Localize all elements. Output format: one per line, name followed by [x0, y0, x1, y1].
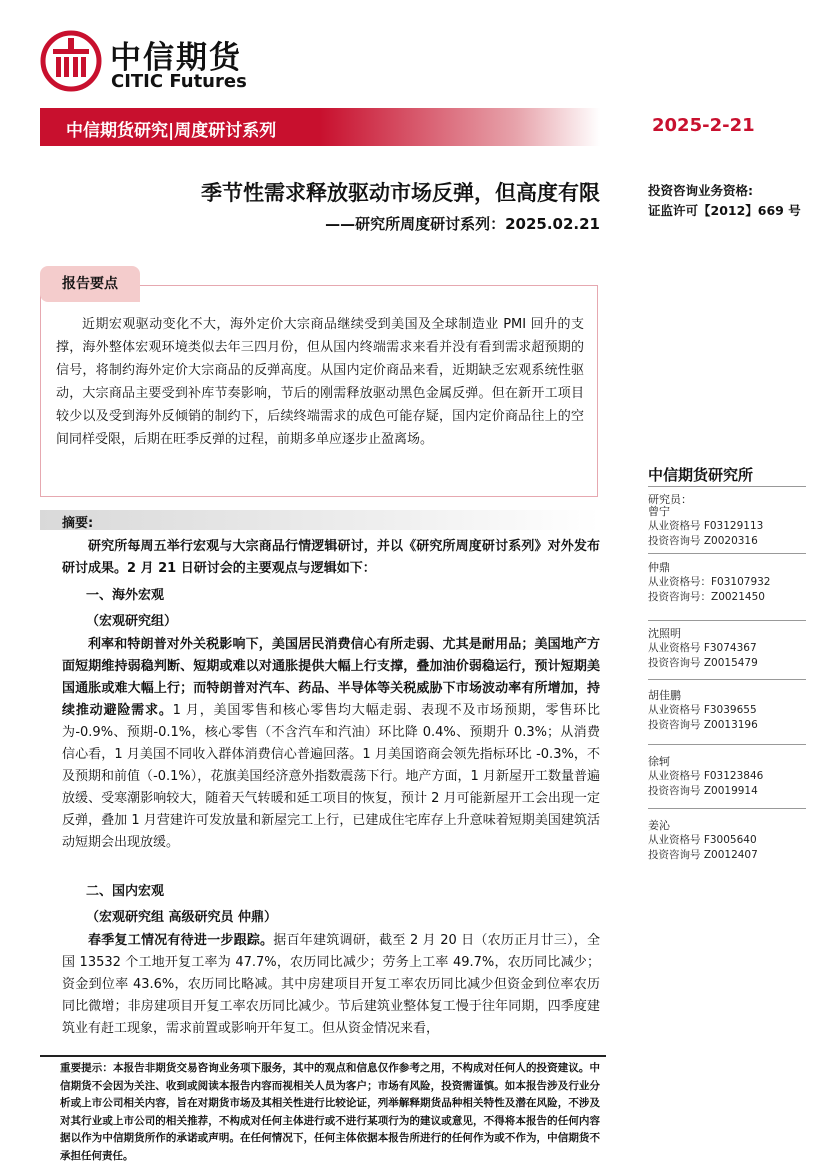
- analyst-name: 姜沁: [648, 819, 670, 832]
- analyst-name: 曾宁: [648, 505, 670, 518]
- analyst-name: 胡佳鹏: [648, 689, 681, 702]
- qualification-label: 投资咨询业务资格:: [648, 183, 753, 198]
- analyst-name: 仲鼎: [648, 561, 670, 574]
- summary-label: 摘要:: [62, 516, 94, 531]
- analyst-consult-id: 投资咨询号 Z0015479: [648, 657, 758, 669]
- section-1-text: 1 月，美国零售和核心零售均大幅走弱、表现不及市场预期，零售环比为-0.9%、预期-0.1%，核心零售（不含汽车和汽油）环比降 0.4%、预期升 0.3%；从消费信心看，1 月美国不同收入群体消费信心普遍回落。1 月美国谘商会领先指标环比 -0.3%，不及预期和前值（-0.1%），花旗美国经济意外指数震荡下行。地产方面，1 月新屋开工数量普遍放缓、受寒潮影响较大，随着天气转暖和延工项目的恢复，预计 2 月可能新屋开工会出现一定反弹，叠加 1 月营建许可发放量和新屋完工上行，已建成住宅库存上升意味着短期美国建筑活动短期会出现放缓。: [62, 703, 600, 850]
- analyst-consult-id: 投资咨询号 Z0013196: [648, 719, 758, 731]
- analyst-name: 沈照明: [648, 627, 681, 640]
- analyst-card: [648, 560, 808, 605]
- citic-logo-icon: [40, 30, 102, 92]
- section-1-group: （宏观研究组）: [86, 614, 178, 629]
- sidebar-divider: [648, 486, 806, 487]
- series-title: 中信期货研究|周度研讨系列: [66, 121, 277, 141]
- analyst-card: [648, 504, 808, 549]
- footer-divider: [40, 1055, 606, 1057]
- section-1-title: 一、海外宏观: [86, 588, 165, 603]
- section-2-title: 二、国内宏观: [86, 884, 165, 899]
- summary-intro: 研究所每周五举行宏观与大宗商品行情逻辑研讨，并以《研究所周度研讨系列》对外发布研讨成果。2 月 21 日研讨会的主要观点与逻辑如下：: [62, 539, 600, 576]
- section-2-paragraph: [62, 930, 600, 1040]
- analyst-card: [648, 626, 808, 671]
- key-points-label: 报告要点: [62, 276, 118, 292]
- section-1-paragraph: [62, 634, 600, 854]
- analyst-card: [648, 754, 808, 799]
- analyst-card: [648, 688, 808, 733]
- disclaimer-text: 重要提示：本报告非期货交易咨询业务项下服务，其中的观点和信息仅作参考之用，不构成对任何人的投资建议。中信期货不会因为关注、收到或阅读本报告内容而视相关人员为客户；市场有风险，投资需谨慎。如本报告涉及行业分析或上市公司相关内容，旨在对期货市场及其相关性进行比较论证，列举解释期货品种相关特性及潜在风险，不涉及对其行业或上市公司的相关推荐，不构成对任何主体进行或不进行某项行为的建议或意见，不得将本报告的任何内容据以作为中信期货所作的承诺或声明。在任何情况下，任何主体依据本报告所进行的任何作为或不作为，中信期货不承担任何责任。: [60, 1062, 600, 1162]
- analyst-license: 从业资格号 F3074367: [648, 642, 757, 654]
- analyst-consult-id: 投资咨询号 Z0020316: [648, 535, 758, 547]
- analyst-divider: [648, 553, 806, 554]
- analyst-divider: [648, 679, 806, 680]
- analyst-divider: [648, 808, 806, 809]
- analyst-license: 从业资格号 F03123846: [648, 770, 764, 782]
- report-title: 季节性需求释放驱动市场反弹，但高度有限: [201, 181, 600, 205]
- analyst-card: [648, 818, 808, 863]
- analyst-consult-id: 投资咨询号：Z0021450: [648, 591, 765, 603]
- section-1-highlight: 利率和特朗普对外关税影响下，美国居民消费信心有所走弱、尤其是耐用品；美国地产方面短期维持弱稳判断、短期或难以对通胀提供大幅上行支撑，叠加油价弱稳运行，预计短期美国通胀或难大幅上行；而特朗普对汽车、药品、半导体等关税威胁下市场波动率有所增加，持续推动避险需求。: [62, 637, 600, 718]
- analyst-license: 从业资格号 F3039655: [648, 704, 757, 716]
- analyst-consult-id: 投资咨询号 Z0012407: [648, 849, 758, 861]
- section-2-group: （宏观研究组 高级研究员 仲鼎）: [86, 910, 278, 925]
- institute-title: 中信期货研究所: [648, 466, 754, 484]
- section-2-highlight: 春季复工情况有待进一步跟踪。: [88, 933, 274, 948]
- analyst-license: 从业资格号 F3005640: [648, 834, 757, 846]
- key-points-text: 近期宏观驱动变化不大，海外定价大宗商品继续受到美国及全球制造业 PMI 回升的支撑，海外整体宏观环境类似去年三四月份，但从国内终端需求来看并没有看到需求超预期的信号，将制约海外定价大宗商品的反弹高度。从国内定价商品来看，近期缺乏宏观系统性驱动，大宗商品主要受到补库节奏影响，节后的刚需释放驱动黑色金属反弹。但在新开工项目较少以及受到海外反倾销的制约下，后续终端需求的成色可能存疑，国内定价商品往上的空间同样受限，后期在旺季反弹的过程，前期多单应逐步止盈离场。: [56, 317, 584, 447]
- report-date: 2025-2-21: [652, 115, 755, 136]
- qualification-license: 证监许可【2012】669 号: [648, 203, 801, 218]
- researcher-label: 研究员：: [648, 493, 692, 506]
- report-subtitle: ——研究所周度研讨系列：2025.02.21: [325, 215, 600, 233]
- logo-text-en: CITIC Futures: [111, 71, 247, 92]
- analyst-divider: [648, 744, 806, 745]
- section-2-text: 据百年建筑调研，截至 2 月 20 日（农历正月廿三），全国 13532 个工地开复工率为 47.7%，农历同比减少；劳务上工率 49.7%，农历同比减少；资金到位率 43.6%，农历同比略减。其中房建项目开复工率农历同比减少但资金到位率农历同比微增；非房建项目开复工率农历同比减少。节后建筑业整体复工慢于往年同期，四季度建筑业有赶工现象，需求前置或影响开年复工。但从资金情况来看，: [62, 933, 600, 1036]
- analyst-divider: [648, 620, 806, 621]
- key-points-tab: [40, 266, 140, 302]
- analyst-license: 从业资格号 F03129113: [648, 520, 764, 532]
- analyst-license: 从业资格号：F03107932: [648, 576, 771, 588]
- analyst-name: 徐轲: [648, 755, 670, 768]
- analyst-consult-id: 投资咨询号 Z0019914: [648, 785, 758, 797]
- logo-text-cn: 中信期货: [110, 40, 242, 76]
- summary-bar: [40, 510, 600, 530]
